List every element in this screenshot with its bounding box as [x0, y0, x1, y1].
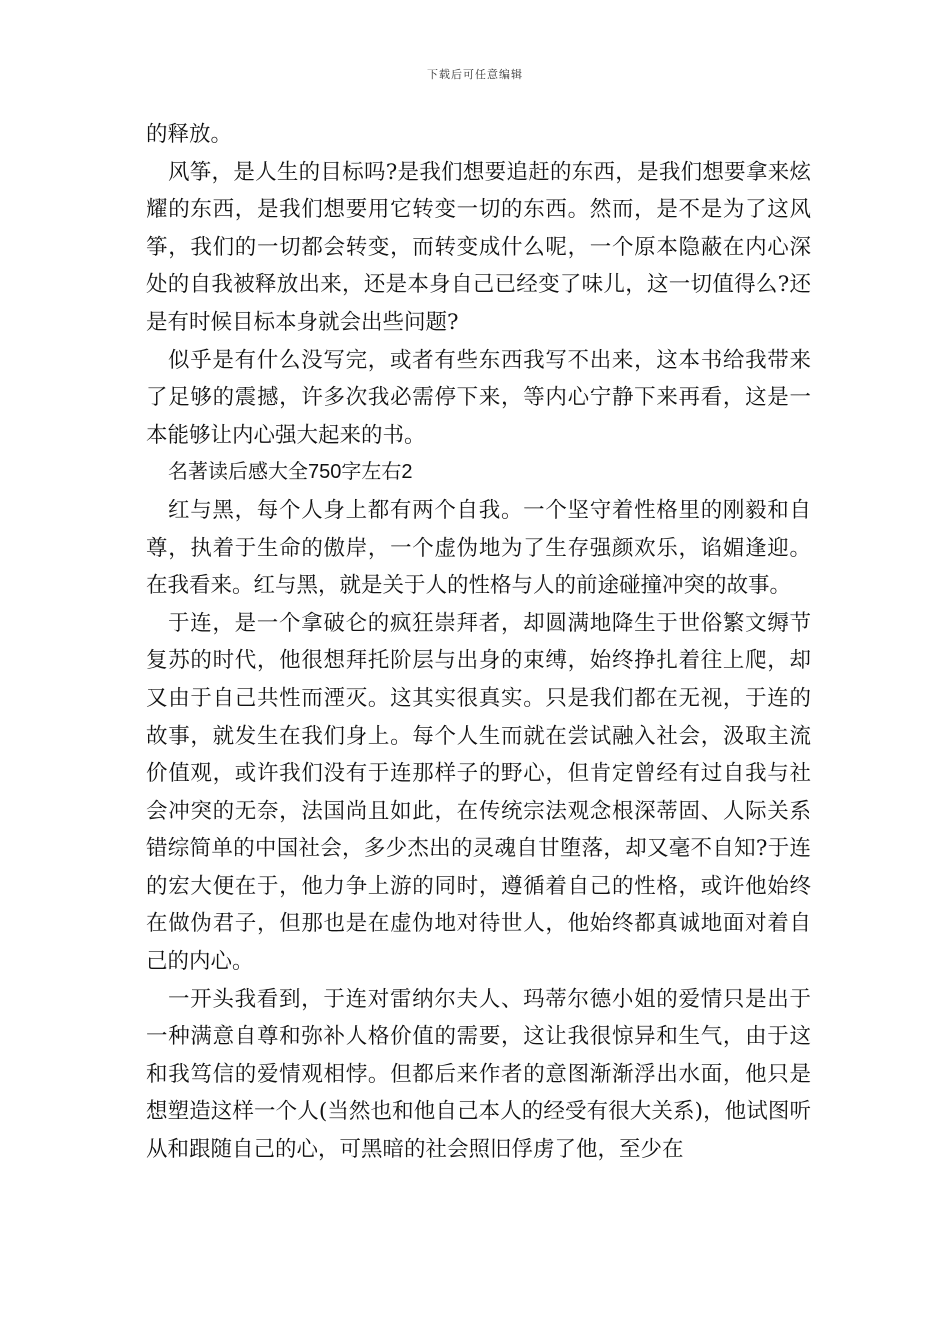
paragraph: 于连，是一个拿破仑的疯狂崇拜者，却圆满地降生于世俗繁文缛节复苏的时代，他很想拜托阶层与出身的束缚，始终挣扎着往上爬，却又由于自己共性而湮灭。这其实很真实。只是我们都在无视，于连的故事，就发生在我们身上。每个人生而就在尝试融入社会，汲取主流价值观，或许我们没有于连那样子的野心，但肯定曾经有过自我与社会冲突的无奈，法国尚且如此，在传统宗法观念根深蒂固、人际关系错综简单的中国社会，多少杰出的灵魂自甘堕落，却又毫不自知?于连的宏大便在于，他力争上游的同时，遵循着自己的性格，或许他始终在做伪君子，但那也是在虚伪地对待世人，他始终都真诚地面对着自己的内心。	[146, 610, 811, 975]
paragraph: 红与黑，每个人身上都有两个自我。一个坚守着性格里的刚毅和自尊，执着于生命的傲岸，一个虚伪地为了生存强颜欢乐，谄媚逢迎。在我看来。红与黑，就是关于人的性格与人的前途碰撞冲突的故事。	[146, 497, 811, 599]
document-body	[146, 116, 811, 1169]
paragraph: 风筝，是人生的目标吗?是我们想要追赶的东西，是我们想要拿来炫耀的东西，是我们想要用它转变一切的东西。然而，是不是为了这风筝，我们的一切都会转变，而转变成什么呢，一个原本隐蔽在内心深处的自我被释放出来，还是本身自己已经变了味儿，这一切值得么?还是有时候目标本身就会出些问题?	[146, 159, 811, 335]
paragraph-continuation: 的释放。	[146, 122, 233, 147]
page-header: 下载后可任意编辑	[427, 68, 523, 81]
paragraph: 似乎是有什么没写完，或者有些东西我写不出来，这本书给我带来了足够的震撼，许多次我必需停下来，等内心宁静下来再看，这是一本能够让内心强大起来的书。	[146, 347, 811, 448]
section-heading: 名著读后感大全750字左右2	[168, 461, 413, 484]
paragraph: 一开头我看到，于连对雷纳尔夫人、玛蒂尔德小姐的爱情只是出于一种满意自尊和弥补人格价值的需要，这让我很惊异和生气，由于这和我笃信的爱情观相悖。但都后来作者的意图渐渐浮出水面，他只是想塑造这样一个人(当然也和他自己本人的经受有很大关系)，他试图听从和跟随自己的心，可黑暗的社会照旧俘虏了他，至少在	[146, 986, 811, 1163]
